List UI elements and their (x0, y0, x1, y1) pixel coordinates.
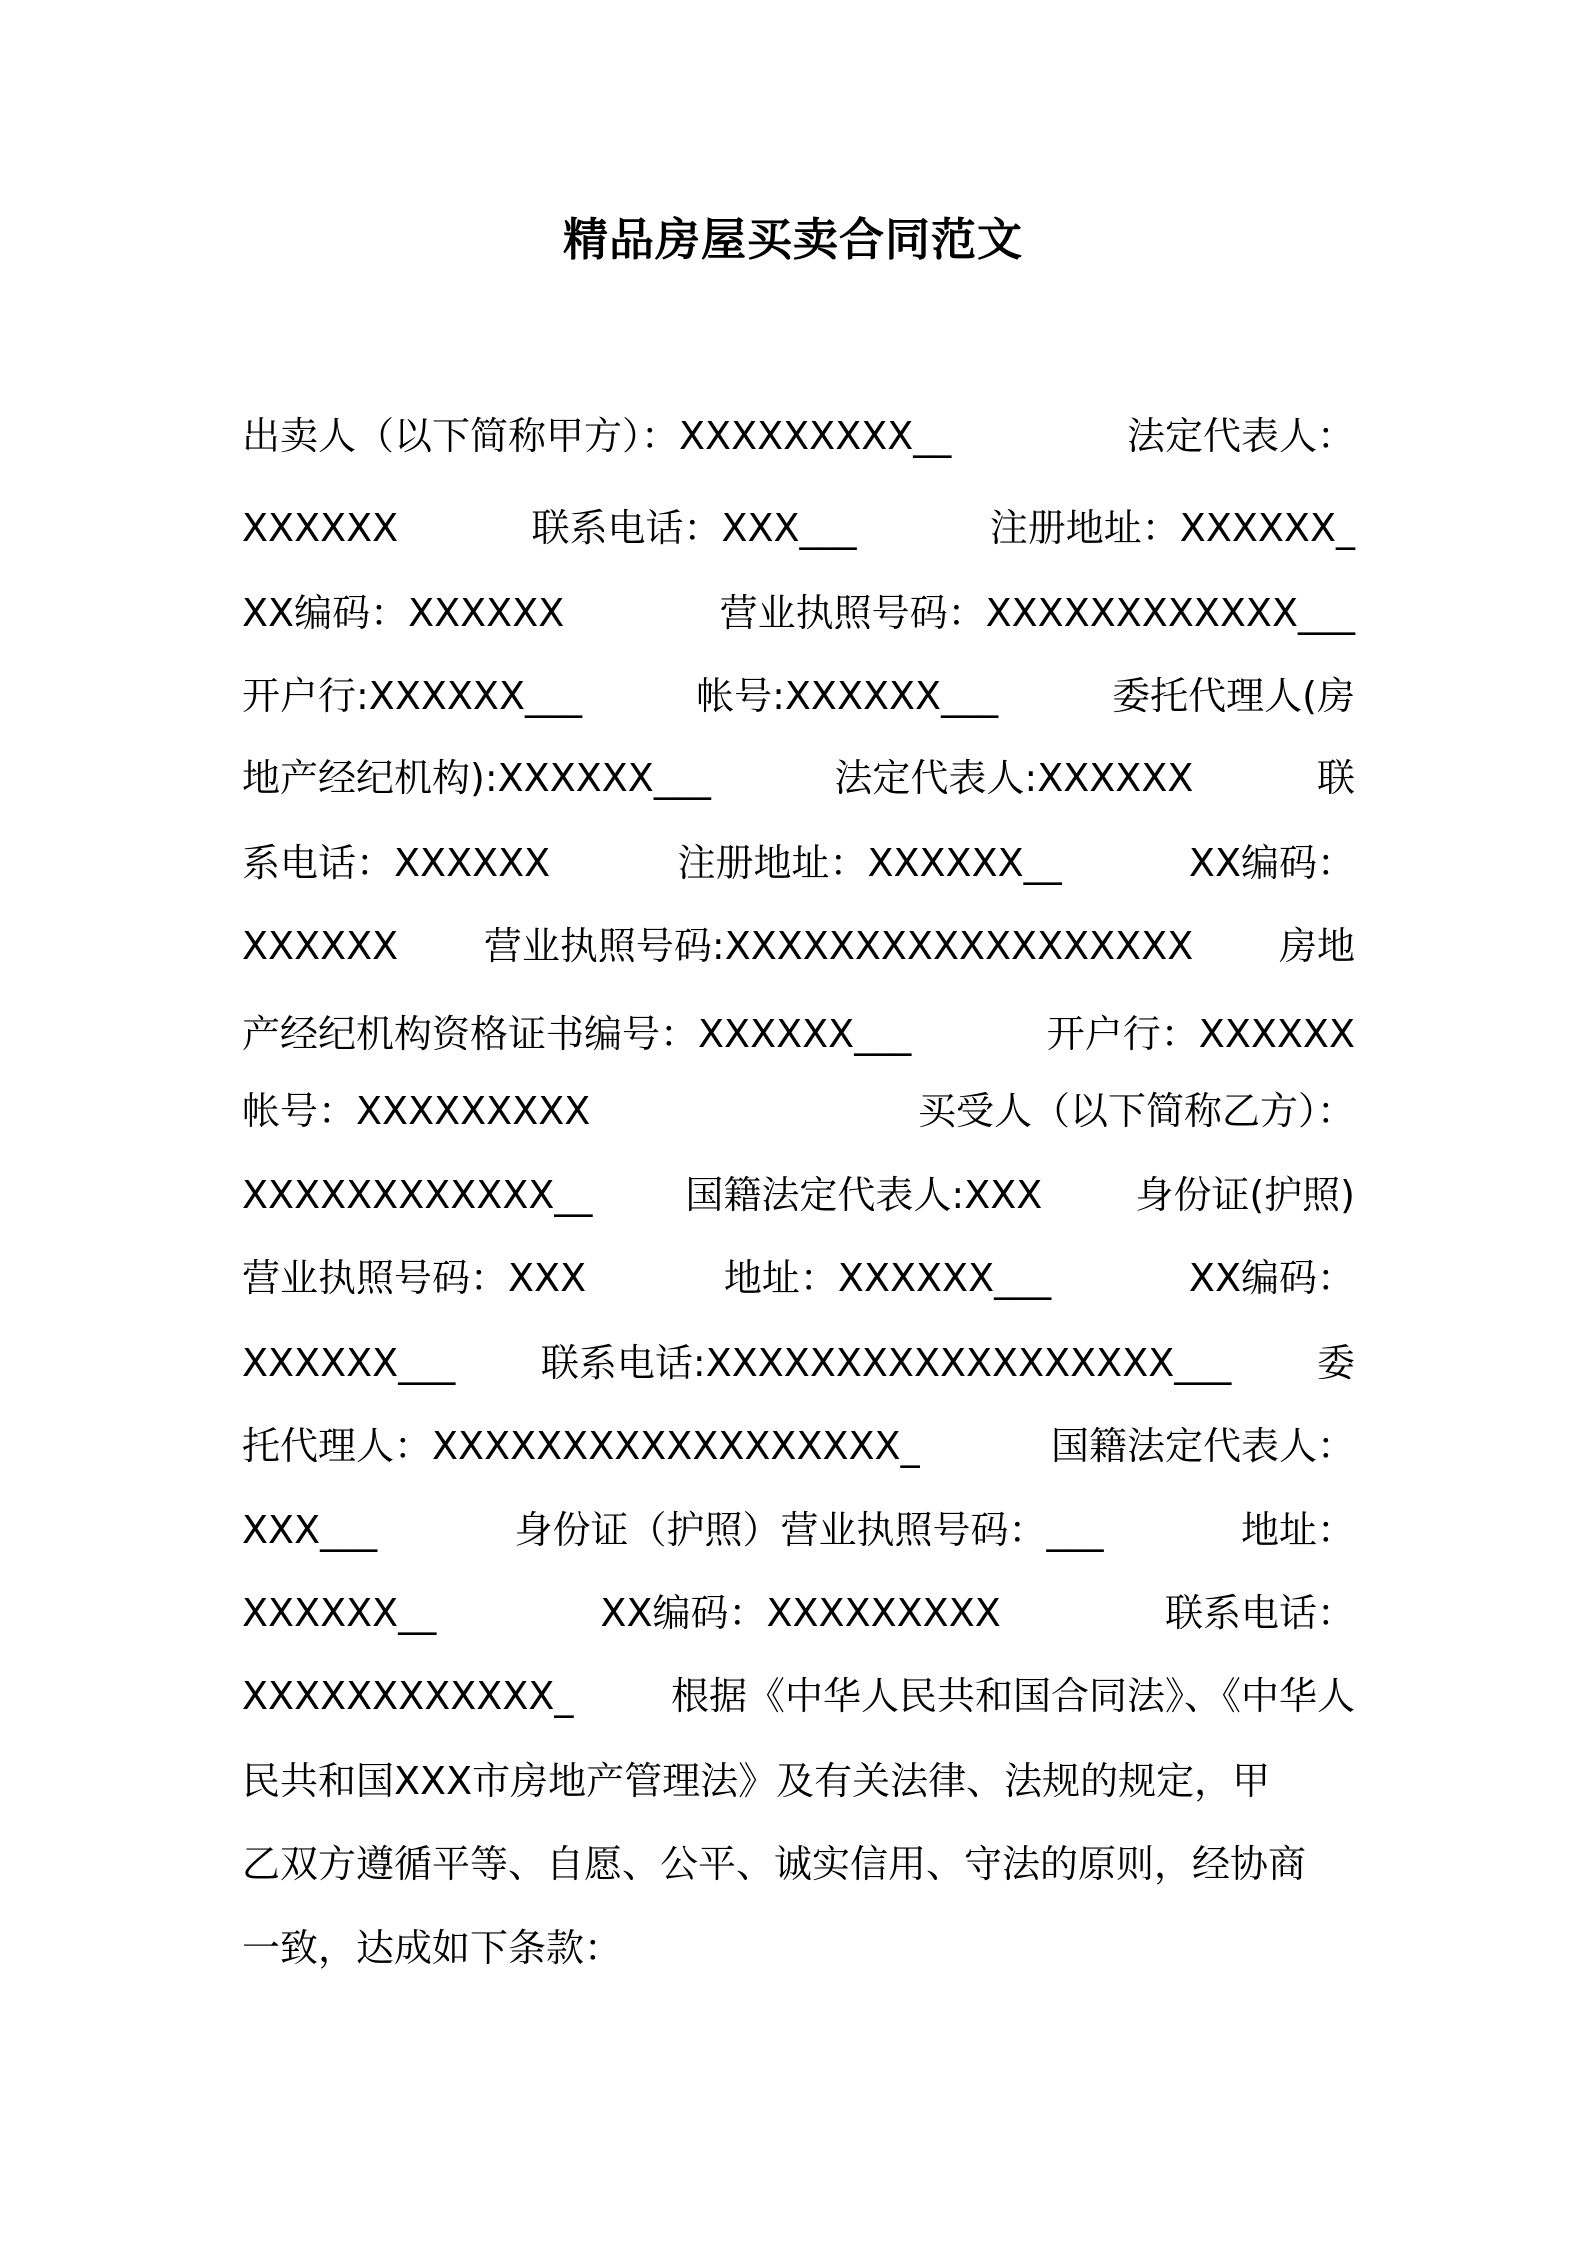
body-text-segment: 民共和国XXX市房地产管理法》及有关法律、法规的规定，甲 (242, 1759, 1271, 1803)
body-line (242, 408, 1355, 464)
body-line (242, 1006, 1355, 1062)
body-line (242, 1167, 1355, 1223)
body-text-segment: 托代理人：XXXXXXXXXXXXXXXXXX_ (242, 1424, 920, 1468)
body-text-segment: 营业执照号码：XXXXXXXXXXXX___ (719, 591, 1355, 635)
body-line (242, 1753, 1355, 1809)
body-line (242, 1083, 1355, 1139)
body-line (242, 835, 1355, 891)
body-line (242, 750, 1355, 806)
body-text-segment: 帐号：XXXXXXXXX (242, 1089, 591, 1133)
body-text-segment: 身份证(护照) (1135, 1173, 1355, 1217)
body-text-segment: 营业执照号码：XXX (242, 1256, 587, 1300)
body-text-segment: 根据《中华人民共和国合同法》、《中华人 (670, 1674, 1355, 1718)
body-text-segment: 一致，达成如下条款： (242, 1926, 623, 1970)
body-text-segment: 国籍法定代表人:XXX (685, 1173, 1043, 1217)
body-text-segment: 产经纪机构资格证书编号：XXXXXX___ (242, 1012, 912, 1056)
body-line (242, 1920, 1355, 1976)
body-text-segment: XX编码： (1188, 1256, 1355, 1300)
body-text-segment: 乙双方遵循平等、自愿、公平、诚实信用、守法的原则，经协商 (242, 1842, 1307, 1886)
body-line (242, 500, 1355, 556)
body-text-segment: 营业执照号码:XXXXXXXXXXXXXXXXXX (483, 924, 1194, 968)
body-text-segment: 身份证（护照）营业执照号码：___ (514, 1508, 1104, 1552)
body-line (242, 1418, 1355, 1474)
body-text-segment: 开户行:XXXXXX___ (242, 674, 582, 718)
body-line (242, 585, 1355, 641)
body-text-segment: 联系电话:XXXXXXXXXXXXXXXXXX___ (540, 1341, 1232, 1385)
body-text-segment: XX编码：XXXXXX (242, 591, 565, 635)
body-line (242, 1250, 1355, 1306)
body-line (242, 1585, 1355, 1641)
body-text-segment: XXX___ (242, 1508, 378, 1552)
body-text-segment: XXXXXX___ (242, 1341, 456, 1385)
body-text-segment: 系电话：XXXXXX (242, 841, 551, 885)
body-line (242, 918, 1355, 974)
body-text-segment: 地址：XXXXXX___ (723, 1256, 1052, 1300)
body-line (242, 1502, 1355, 1558)
body-text-segment: 帐号:XXXXXX___ (696, 674, 999, 718)
body-text-segment: 联系电话： (1164, 1591, 1355, 1635)
body-text-segment: 联系电话：XXX___ (531, 506, 857, 550)
body-text-segment: 地产经纪机构):XXXXXX___ (242, 756, 711, 800)
body-text-segment: 房地 (1278, 924, 1355, 968)
body-line (242, 668, 1355, 724)
body-text-segment: 委 (1316, 1341, 1355, 1385)
body-text-segment: XX编码： (1188, 841, 1355, 885)
body-text-segment: 地址： (1240, 1508, 1355, 1552)
body-text-segment: 联 (1316, 756, 1355, 800)
body-text-segment: 注册地址：XXXXXX__ (677, 841, 1062, 885)
body-text-segment: XXXXXXXXXXXX__ (242, 1173, 593, 1217)
body-text-segment: XXXXXX__ (242, 1591, 437, 1635)
body-line (242, 1335, 1355, 1391)
body-text-segment: 开户行：XXXXXX (1046, 1012, 1355, 1056)
body-text-segment: 法定代表人： (1126, 414, 1355, 458)
body-line (242, 1668, 1355, 1724)
document-title: 精品房屋买卖合同范文 (562, 213, 1023, 266)
body-text-segment: XXXXXX (242, 924, 399, 968)
body-text-segment: 国籍法定代表人： (1050, 1424, 1355, 1468)
body-text-segment: 注册地址：XXXXXX_ (989, 506, 1355, 550)
body-line (242, 1836, 1355, 1892)
body-text-segment: XXXXXX (242, 506, 399, 550)
body-text-segment: XXXXXXXXXXXX_ (242, 1674, 574, 1718)
body-text-segment: XX编码：XXXXXXXXX (600, 1591, 1001, 1635)
body-text-segment: 委托代理人(房 (1112, 674, 1355, 718)
body-text-segment: 法定代表人:XXXXXX (834, 756, 1194, 800)
body-text-segment: 买受人（以下简称乙方）： (917, 1089, 1355, 1133)
body-text-segment: 出卖人（以下简称甲方）：XXXXXXXXX__ (242, 414, 952, 458)
